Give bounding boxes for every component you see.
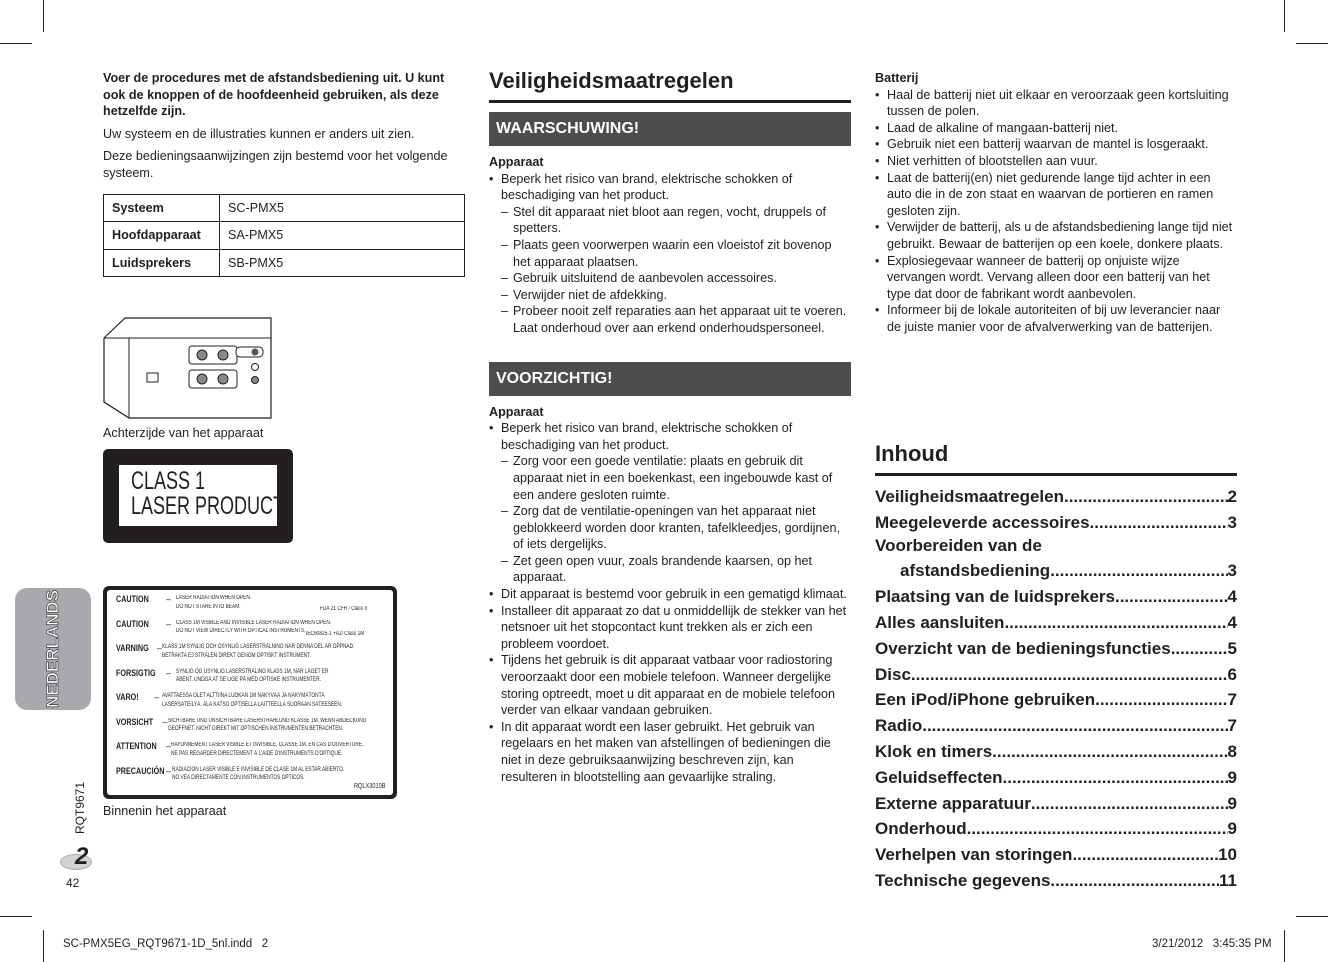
toc-entry[interactable]: Veiligheidsmaatregelen ..... 2 bbox=[875, 481, 1237, 507]
list-item: • Laad de alkaline of mangaan-batterij niet. bbox=[875, 120, 1237, 137]
rear-unit-illustration bbox=[103, 316, 273, 420]
warning-row: VARO! – AVATTAESSA OLET ALTTIINA LUOKAN 1M NÄKYVÄÄ JA NÄKYMÄTÖNTÄ LASERSÄTEILYÄ. ÄLÄ KATSO OPTISELLA LAITTEELLA SUORAAN SÄTEESEEN. bbox=[116, 692, 342, 708]
list-item: • Installeer dit apparaat zo dat u onmiddellijk de stekker van het netsnoer uit het stopcontact kunt trekken als er zich een probleem voordoet. bbox=[489, 603, 851, 653]
toc-entry[interactable]: Voorbereiden van de bbox=[875, 535, 1042, 555]
footer-date: 3/21/2012 3:45:35 PM bbox=[1152, 938, 1272, 950]
intro-bold: Voer de procedures met de afstandsbediening uit. U kunt ook de knoppen of de hoofdeenheid gebruiken, als deze hetzelfde zijn. bbox=[103, 71, 445, 119]
list-item: – Plaats geen voorwerpen waarin een vloeistof zit bovenop het apparaat plaatsen. bbox=[501, 237, 851, 270]
warning-row: VORSICHT – SICHTBARE UND UNSICHTBARE LASERSTRAHLUNG KLASSE 1M, WENN ABDECKUNG GEÖFFNET. NICHT DIREKT MIT OPTISCHEN INSTRUMENTEN BETRACHTEN. bbox=[116, 716, 366, 732]
laser-label-line2: LASER PRODUCT bbox=[131, 492, 285, 520]
warning-row: FORSIGTIG – SYNLIG OG USYNLIG LASERSTRÅLING KLASS 1M, NÅR LÅGET ER ÅBENT. UNDGÅ AT SE LIGE PÅ MED OPTISKE INSTRUMENTER. bbox=[116, 667, 329, 683]
intro-p2: Deze bedieningsaanwijzingen zijn bestemd voor het volgende systeem. bbox=[103, 149, 448, 180]
list-item: – Zorg voor een goede ventilatie: plaats en gebruik dit apparaat niet in een boekenkast, een ingebouwde kast of een andere gesloten ruimte. bbox=[501, 453, 851, 503]
crop-mark bbox=[1296, 43, 1328, 44]
table-row bbox=[104, 222, 465, 250]
list-item: • Tijdens het gebruik is dit apparaat vatbaar voor radiostoring veroorzaakt door een mobiele telefoon. Wanneer dergelijke storing optreedt, moet u dit apparaat en de mobiele telefoon verder van elkaar vandaan gebruiken. bbox=[489, 652, 851, 718]
list-item: • Explosiegevaar wanneer de batterij op onjuiste wijze vervangen wordt. Vervang alleen door een batterij van het type dat door de fabrikant wordt aanbevolen. bbox=[875, 253, 1237, 303]
middle-column bbox=[489, 68, 851, 785]
warning-bar: WAARSCHUWING! bbox=[489, 112, 851, 146]
caution-bar: VOORZICHTIG! bbox=[489, 362, 851, 396]
right-column bbox=[875, 70, 1237, 336]
table-row bbox=[104, 249, 465, 277]
warning-row: CAUTION – LASER RADIATION WHEN OPEN. DO NOT STARE INTO BEAM. FDA 21 CFR / Class II bbox=[116, 594, 368, 612]
toc-entry[interactable]: Radio ..... 7 bbox=[875, 710, 1237, 736]
laser-warning-label bbox=[103, 586, 397, 799]
doc-code: RQT9671 bbox=[73, 781, 87, 835]
warning-list bbox=[489, 171, 851, 337]
list-item: – Zorg dat de ventilatie-openingen van het apparaat niet geblokkeerd worden door kranten, tafelkleedjes, gordijnen, of iets dergelijks. bbox=[501, 503, 851, 553]
list-item: • In dit apparaat wordt een laser gebruikt. Het gebruik van regelaars en het maken van afstellingen of bedieningen die niet in deze gebruiksaanwijzing beschreven zijn, kan resulteren in blootstelling aan gevaarlijke straling. bbox=[489, 719, 851, 785]
warning-row: VARNING – KLASS 1M SYNLIG OCH OSYNLIG LASERSTRÅLNING NÄR DENNA DEL ÄR ÖPPNAD. BETRAKTA EJ STRÅLEN DIREKT GENOM OPTISKT INSTRUMENT. bbox=[116, 643, 355, 659]
table-value: SC-PMX5 bbox=[220, 194, 465, 222]
toc-entry[interactable]: Plaatsing van de luidsprekers ..... 4 bbox=[875, 581, 1237, 607]
battery-title: Batterij bbox=[875, 71, 919, 85]
crop-mark bbox=[1284, 0, 1285, 32]
list-item: • Beperk het risico van brand, elektrische schokken of beschadiging van het product. – Zorg voor een goede ventilatie: plaats en gebruik dit apparaat niet in een boekenkast, een ingebouwde kast of een andere gesloten ruimte. – Zorg dat de ventilatie-openingen van het apparaat niet geblokkeerd worden door kranten, tafelkleedjes, gordijnen, of iets dergelijks. – Zet geen open vuur, zoals brandende kaarsen, op het apparaat. bbox=[489, 420, 851, 586]
language-tab bbox=[15, 588, 91, 710]
list-item: • Gebruik niet een batterij waarvan de mantel is losgeraakt. bbox=[875, 136, 1237, 153]
crop-mark bbox=[1296, 916, 1328, 917]
list-item: • Beperk het risico van brand, elektrische schokken of beschadiging van het product. – Stel dit apparaat niet bloot aan regen, vocht, druppels of spetters. – Plaats geen voorwerpen waarin een vloeistof zit bovenop het apparaat plaatsen. – Gebruik uitsluitend de aanbevolen accessoires. – Verwijder niet de afdekking. – Probeer nooit zelf reparaties aan het apparaat uit te voeren. Laat onderhoud over aan erkend onderhoudspersoneel. bbox=[489, 171, 851, 337]
crop-mark bbox=[0, 43, 32, 44]
left-column bbox=[103, 70, 465, 277]
list-item: – Zet geen open vuur, zoals brandende kaarsen, op het apparaat. bbox=[501, 553, 851, 586]
crop-mark bbox=[43, 0, 44, 32]
toc-title: Inhoud bbox=[875, 441, 1237, 476]
system-table bbox=[103, 194, 465, 278]
toc-entry[interactable]: Verhelpen van storingen ..... 10 bbox=[875, 839, 1237, 865]
toc-entry[interactable]: Onderhoud ..... 9 bbox=[875, 814, 1237, 840]
intro-p1: Uw systeem en de illustraties kunnen er anders uit zien. bbox=[103, 126, 415, 141]
list-item: – Probeer nooit zelf reparaties aan het apparaat uit te voeren. Laat onderhoud over aan erkend onderhoudspersoneel. bbox=[501, 303, 851, 336]
warning-row: CAUTION – CLASS 1M VISIBLE AND INVISIBLE LASER RADIATION WHEN OPEN. DO NOT VIEW DIRECTLY WITH OPTICAL INSTRUMENTS. IEC60825-1 +A2/ Class 1M bbox=[116, 618, 365, 637]
list-item: – Verwijder niet de afdekking. bbox=[501, 287, 851, 304]
list-item: • Informeer bij de lokale autoriteiten of bij uw leverancier naar de juiste manier voor de afvalverwerking van de batterijen. bbox=[875, 302, 1237, 335]
list-item: – Stel dit apparaat niet bloot aan regen, vocht, druppels of spetters. bbox=[501, 204, 851, 237]
table-row bbox=[104, 194, 465, 222]
crop-mark bbox=[43, 930, 44, 962]
table-key: Luidsprekers bbox=[104, 249, 220, 277]
warning-row: PRECAUCIÓN – RADIACIÓN LASER VISIBLE E INVISIBLE DE CLASE 1M AL ESTAR ABIERTO. NO VEA DIRECTAMENTE CON INSTRUMENTOS ÓPTICOS. bbox=[116, 765, 344, 781]
list-item: • Niet verhitten of blootstellen aan vuur. bbox=[875, 153, 1237, 170]
toc-entry[interactable]: Externe apparatuur ..... 9 bbox=[875, 788, 1237, 814]
table-value: SA-PMX5 bbox=[220, 222, 465, 250]
warning-dash-list bbox=[501, 204, 851, 337]
warning-row: ATTENTION – RAYONNEMENT LASER VISIBLE ET INVISIBLE, CLASSE 1M, EN CAS D'OUVERTURE. NE PAS REGARDER DIRECTEMENT À L'AIDE D'INSTRUMENTS D'OPTIQUE. bbox=[116, 741, 364, 757]
footer-file: SC-PMX5EG_RQT9671-1D_5nl.indd 2 bbox=[63, 938, 269, 950]
page-title: Veiligheidsmaatregelen bbox=[489, 68, 851, 103]
caption-rear: Achterzijde van het apparaat bbox=[103, 426, 264, 440]
caution-dash-list bbox=[501, 453, 851, 586]
caption-inside: Binnenin het apparaat bbox=[103, 804, 227, 818]
crop-mark bbox=[0, 916, 32, 917]
toc-entry[interactable]: Alles aansluiten ..... 4 bbox=[875, 607, 1237, 633]
table-value: SB-PMX5 bbox=[220, 249, 465, 277]
crop-mark bbox=[1284, 930, 1285, 962]
list-item: • Dit apparaat is bestemd voor gebruik in een gematigd klimaat. bbox=[489, 586, 851, 603]
toc-entry[interactable]: Meegeleverde accessoires ..... 3 bbox=[875, 507, 1237, 533]
page-small: 42 bbox=[66, 876, 80, 890]
toc-entry[interactable]: Klok en timers ..... 8 bbox=[875, 736, 1237, 762]
caution-list bbox=[489, 420, 851, 785]
list-item: • Laat de batterij(en) niet gedurende lange tijd achter in een auto die in de zon staat en waarvan de portieren en ramen gesloten zijn. bbox=[875, 170, 1237, 220]
list-item: • Verwijder de batterij, als u de afstandsbediening lange tijd niet gebruikt. Bewaar de batterijen op een koele, donkere plaats. bbox=[875, 219, 1237, 252]
page-number: 2 bbox=[75, 843, 89, 870]
warning-label-code: RQLX3010B bbox=[353, 782, 386, 790]
table-key: Systeem bbox=[104, 194, 220, 222]
toc-entry[interactable]: Geluidseffecten ..... 9 bbox=[875, 762, 1237, 788]
list-item: • Haal de batterij niet uit elkaar en veroorzaak geen kortsluiting tussen de polen. bbox=[875, 87, 1237, 120]
page-number-badge bbox=[60, 843, 94, 870]
language-tab-label: NEDERLANDS bbox=[43, 589, 62, 709]
laser-class-label bbox=[103, 449, 293, 543]
list-item: – Gebruik uitsluitend de aanbevolen accessoires. bbox=[501, 270, 851, 287]
toc-entry[interactable]: afstandsbediening ..... 3 bbox=[875, 556, 1237, 582]
toc-entry[interactable]: Overzicht van de bedieningsfuncties ..... 5 bbox=[875, 633, 1237, 659]
laser-label-line1: CLASS 1 bbox=[131, 467, 206, 495]
warn-subtitle: Apparaat bbox=[489, 155, 544, 169]
toc-entry[interactable]: Disc ..... 6 bbox=[875, 659, 1237, 685]
toc-entry[interactable]: Een iPod/iPhone gebruiken ..... 7 bbox=[875, 685, 1237, 711]
battery-list bbox=[875, 87, 1237, 336]
toc-entry[interactable]: Technische gegevens ..... 11 bbox=[875, 865, 1237, 891]
table-key: Hoofdapparaat bbox=[104, 222, 220, 250]
caut-subtitle: Apparaat bbox=[489, 404, 544, 419]
toc bbox=[875, 441, 1237, 891]
